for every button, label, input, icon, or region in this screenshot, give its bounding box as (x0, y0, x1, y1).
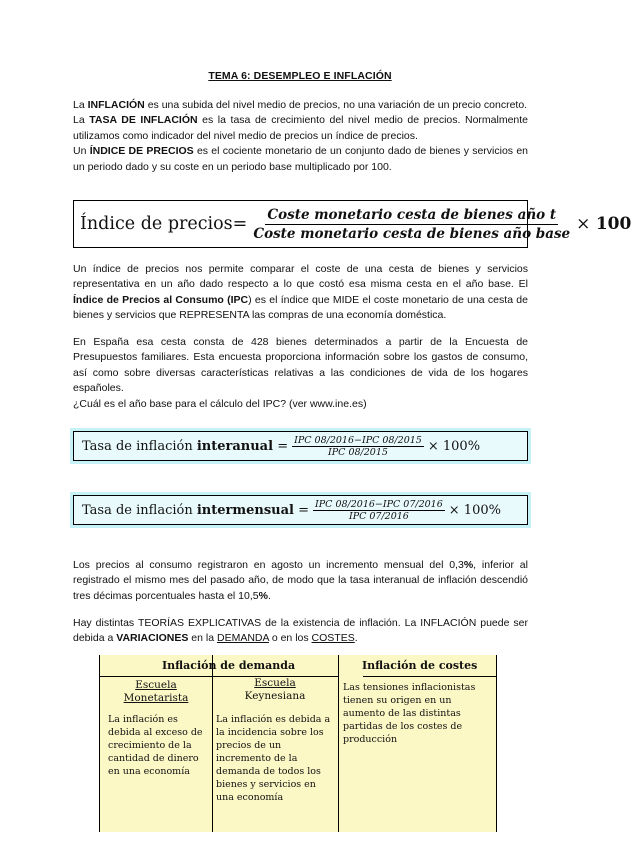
inflation-definition: La INFLACIÓN es una subida del nivel medio de precios, no una variación de un precio concreto. La TASA DE INFLACIÓN es la tasa de crecimiento del nivel medio de precios. Normalmente utilizamos como indicador del nivel medio de precios un índice de precios. Un ÍNDICE DE PRECIOS es el cociente monetario de un conjunto dado de bienes y servicios en un periodo dado y su coste en un periodo base multiplicado por 100. (73, 99, 529, 173)
keynesian-school-heading: Escuela Keynesiana (244, 677, 306, 702)
header-demand-inflation: Inflación de demanda (162, 659, 296, 672)
formula-lhs: Índice de precios= (80, 214, 248, 234)
column-divider (212, 655, 213, 832)
column-divider (338, 655, 339, 832)
formula-denominator: IPC 07/2016 (348, 510, 409, 522)
formula-multiplier: × 100% (448, 502, 501, 518)
ine-question: ¿Cuál es el año base para el cálculo del IPC? (ver www.ine.es) (73, 397, 367, 410)
formula-fraction (292, 435, 424, 458)
formula-fraction (251, 207, 572, 242)
formula-numerator: IPC 08/2016−IPC 07/2016 (315, 498, 443, 510)
formula-multiplier: × 100% (427, 438, 481, 454)
formula-denominator: IPC 08/2015 (328, 446, 388, 458)
formula-numerator: Coste monetario cesta de bienes año t (267, 206, 557, 223)
interannual-rate-formula (73, 431, 528, 461)
inflation-types-table (99, 655, 497, 832)
ipc-paragraph: Un índice de precios nos permite comparar el coste de una cesta de bienes y servicios representativa en un año dado respecto a lo que costó esa misma cesta en el año base. El Índice de Precios al Consumo (IPC) es el índice que MIDE el coste monetario de una cesta de bienes y servicios que REPRESENTA las compras de una economía doméstica. (73, 263, 528, 322)
formula-lhs: Tasa de inflación intermensual = (82, 502, 310, 518)
monetarist-school-heading: Escuela Monetarista (123, 679, 189, 704)
header-divider (363, 676, 496, 677)
keynesian-description: La inflación es debida a la incidencia sobre los precios de un incremento de la demanda de todos los bienes y servicios en una economía (216, 714, 331, 803)
cost-inflation-description: Las tensiones inflacionistas tienen su origen en un aumento de las distintas partidas de los costes de producción (343, 682, 476, 745)
formula-lhs: Tasa de inflación interanual = (82, 438, 289, 454)
intermonthly-rate-formula (73, 495, 528, 525)
header-cost-inflation: Inflación de costes (362, 659, 478, 672)
monetarist-description: La inflación es debida al exceso de crecimiento de la cantidad de dinero en una economía (108, 714, 203, 777)
august-prices-paragraph: Los precios al consumo registraron en agosto un incremento mensual del 0,3%, inferior al registrado el mismo mes del pasado año, de modo que la tasa interanual de inflación descendió tres décimas porcentuales hasta el 10,5%. (73, 559, 528, 602)
theories-paragraph: Hay distintas TEORÍAS EXPLICATIVAS de la existencia de inflación. La INFLACIÓN puede ser debida a VARIACIONES en la DEMANDA o en los COSTES. (73, 617, 528, 645)
page-title: TEMA 6: DESEMPLEO E INFLACIÓN (208, 70, 392, 82)
formula-denominator: Coste monetario cesta de bienes año base (253, 225, 571, 242)
formula-numerator: IPC 08/2016−IPC 08/2015 (294, 434, 422, 446)
formula-multiplier: × 100 (576, 214, 631, 234)
spain-paragraph: En España esa cesta consta de 428 bienes determinados a partir de la Encuesta de Presupuestos familiares. Esta encuesta proporciona información sobre los gastos de consumo, así como sobre diversas características relativas a las condiciones de vida de los hogares españoles. ¿Cuál es el año base para el cálculo del IPC? (ver www.ine.es) (73, 336, 528, 410)
price-index-formula (73, 200, 631, 248)
formula-fraction (313, 499, 445, 522)
